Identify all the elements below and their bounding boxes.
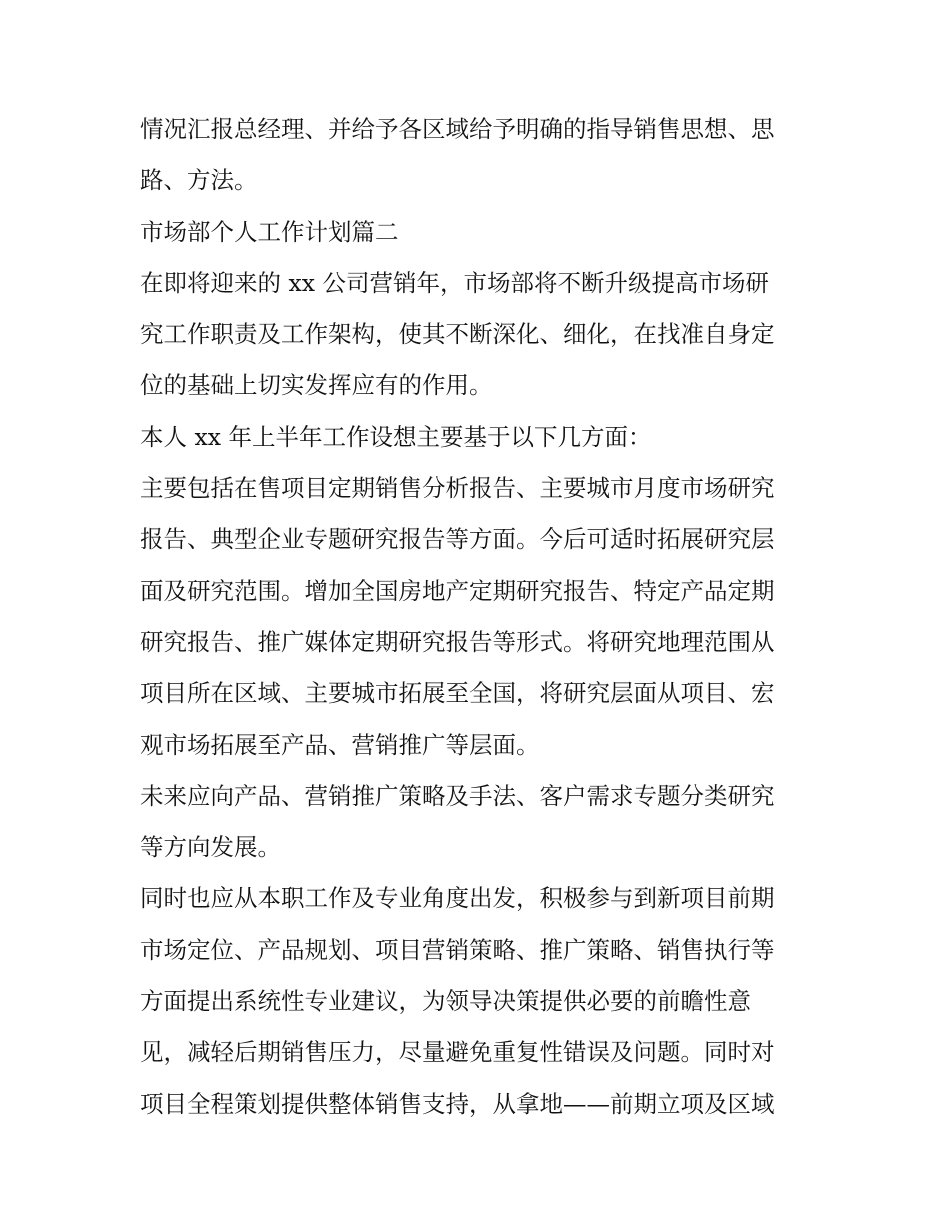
text-line: 在即将迎来的 xx 公司营销年，市场部将不断升级提高市场研	[140, 268, 769, 297]
text-line: 见，减轻后期销售压力，尽量避免重复性错误及问题。同时对	[140, 1038, 775, 1067]
text-line: 主要包括在售项目定期销售分析报告、主要城市月度市场研究	[140, 474, 775, 503]
section-heading	[140, 207, 820, 258]
text-line: 本人 xx 年上半年工作设想主要基于以下几方面：	[140, 422, 652, 451]
document-body	[140, 104, 820, 1130]
text-line: 未来应向产品、营销推广策略及手法、客户需求专题分类研究	[140, 781, 775, 810]
section-heading-text: 市场部个人工作计划篇二	[140, 217, 399, 246]
text-line: 报告、典型企业专题研究报告等方面。今后可适时拓展研究层	[140, 525, 775, 554]
text-line: 方面提出系统性专业建议，为领导决策提供必要的前瞻性意	[140, 987, 751, 1016]
paragraph-future-direction	[140, 771, 820, 874]
paragraph-report-summary	[140, 104, 820, 207]
text-line: 面及研究范围。增加全国房地产定期研究报告、特定产品定期	[140, 576, 775, 605]
paragraph-professional-advice	[140, 873, 820, 1129]
text-line: 项目全程策划提供整体销售支持，从拿地——前期立项及区域	[140, 1089, 775, 1118]
text-line: 同时也应从本职工作及专业角度出发，积极参与到新项目前期	[140, 884, 775, 913]
text-line: 等方向发展。	[140, 833, 281, 862]
text-line: 情况汇报总经理、并给予各区域给予明确的指导销售思想、思	[140, 115, 775, 143]
text-line: 观市场拓展至产品、营销推广等层面。	[140, 730, 540, 759]
text-line: 究工作职责及工作架构，使其不断深化、细化，在找准自身定	[140, 320, 775, 349]
paragraph-plan-lead	[140, 412, 820, 463]
paragraph-research-reports	[140, 463, 820, 771]
text-line: 路、方法。	[140, 166, 258, 195]
text-line: 研究报告、推广媒体定期研究报告等形式。将研究地理范围从	[140, 627, 775, 656]
text-line: 项目所在区域、主要城市拓展至全国，将研究层面从项目、宏	[140, 679, 775, 708]
text-line: 市场定位、产品规划、项目营销策略、推广策略、销售执行等	[140, 935, 775, 964]
paragraph-intro	[140, 258, 820, 412]
text-line: 位的基础上切实发挥应有的作用。	[140, 371, 493, 400]
